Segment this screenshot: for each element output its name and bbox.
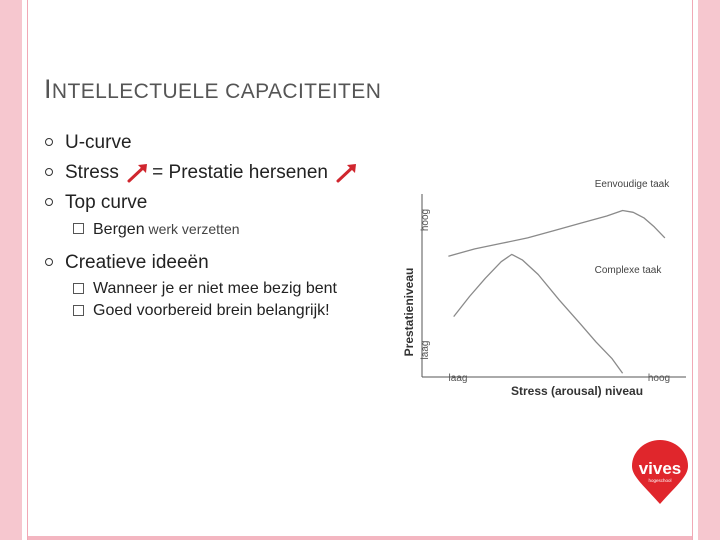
slide-title-initial: I [44, 74, 52, 104]
bullet-stress [45, 158, 361, 188]
bullet-top-curve [45, 188, 361, 218]
right-frame-line [692, 0, 693, 540]
right-frame-bar [698, 0, 720, 540]
x-tick-low: laag [448, 373, 468, 384]
sub-bullet-goed-text: Goed voorbereid brein belangrijk! [93, 302, 330, 319]
sub-bullet-bergen-rest: werk verzetten [144, 221, 240, 237]
sub-bullet-bergen-bold: Bergen [93, 221, 145, 238]
bullet-list [45, 128, 361, 322]
slide-title [44, 74, 381, 105]
arrow-up-right-icon [335, 162, 359, 184]
x-axis-label: Stress (arousal) niveau [510, 384, 644, 398]
bullet-creatieve-text: Creatieve ideeën [65, 252, 209, 273]
sub-bullet-goed [45, 300, 361, 322]
y-tick-low: laag [420, 340, 431, 360]
x-tick-high: hoog [647, 373, 671, 384]
logo-text: vives [638, 459, 682, 478]
y-axis-label: Prestatieniveau [402, 267, 416, 357]
bullet-u-curve [45, 128, 361, 158]
bullet-creatieve [45, 248, 361, 278]
series-line-eenvoudige-taak [448, 211, 665, 257]
left-frame-line [27, 0, 28, 540]
y-tick-high: hoog [420, 208, 431, 232]
slide-title-rest: NTELLECTUELE CAPACITEITEN [51, 80, 382, 103]
bullet-stress-label: Stress [65, 162, 119, 183]
series-layer [448, 211, 665, 374]
series-label-complexe-taak: Complexe taak [594, 265, 662, 276]
performance-chart [392, 172, 692, 400]
arrow-up-right-icon [126, 162, 150, 184]
vives-logo [630, 440, 690, 506]
left-frame-bar [0, 0, 22, 540]
sub-bullet-bergen [45, 218, 361, 240]
bullet-top-curve-text: Top curve [65, 192, 148, 213]
logo-tagline: hogeschool [648, 478, 672, 483]
series-label-eenvoudige-taak: Eenvoudige taak [594, 179, 670, 190]
bullet-stress-rest: = Prestatie hersenen [152, 162, 329, 183]
bullet-u-curve-text: U-curve [65, 132, 132, 153]
sub-bullet-wanneer-text: Wanneer je er niet mee bezig bent [93, 280, 337, 297]
bottom-frame-bar [28, 536, 692, 540]
sub-bullet-wanneer [45, 278, 361, 300]
